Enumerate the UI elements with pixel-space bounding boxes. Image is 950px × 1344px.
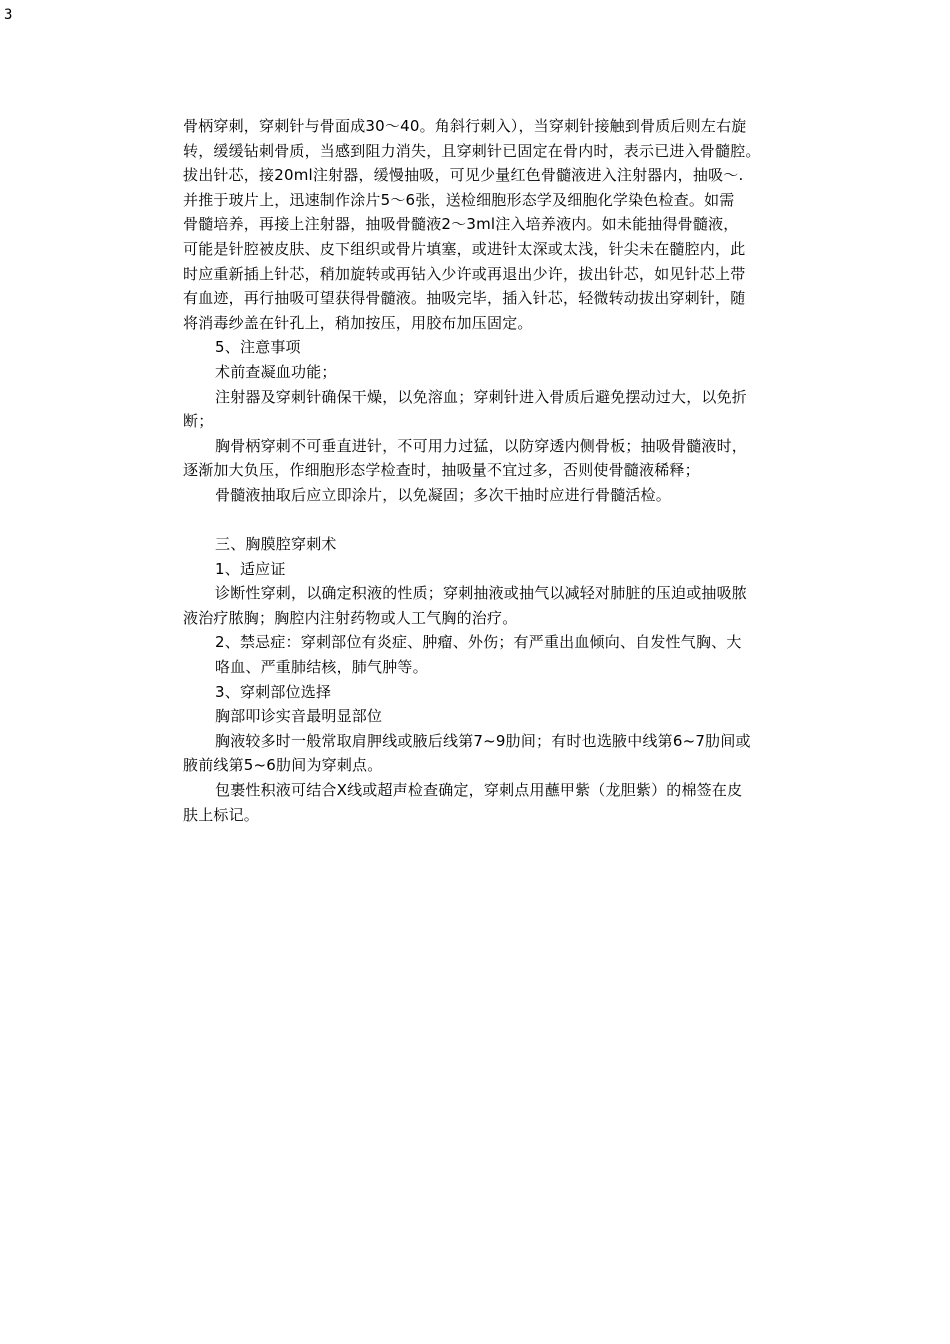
text-line: 胸部叩诊实音最明显部位 xyxy=(215,707,383,726)
text-line: 三、胸膜腔穿刺术 xyxy=(215,535,337,554)
text-line: 有血迹，再行抽吸可望获得骨髓液。抽吸完毕，插入针芯，轻微转动拔出穿刺针，随 xyxy=(183,289,746,308)
text-line: 液治疗脓胸；胸腔内注射药物或人工气胸的治疗。 xyxy=(183,608,518,627)
document-body xyxy=(183,114,823,827)
text-line: 将消毒纱盖在针孔上，稍加按压，用胶布加压固定。 xyxy=(183,313,533,332)
text-line: 咯血、严重肺结核，肺气肿等。 xyxy=(215,658,428,677)
text-line: 2、禁忌症：穿刺部位有炎症、肿瘤、外伤；有严重出血倾向、自发性气胸、大 xyxy=(215,633,742,652)
text-line: 包裹性积液可结合X线或超声检查确定，穿刺点用蘸甲紫（龙胆紫）的棉签在皮 xyxy=(215,781,743,800)
text-line: 肤上标记。 xyxy=(183,805,260,824)
text-line: 诊断性穿刺，以确定积液的性质；穿刺抽液或抽气以减轻对肺脏的压迫或抽吸脓 xyxy=(215,584,748,603)
text-line: 腋前线第5~6肋间为穿刺点。 xyxy=(183,756,383,775)
text-line: 骨髓培养，再接上注射器，抽吸骨髓液2～3ml注入培养液内。如未能抽得骨髓液， xyxy=(183,215,739,234)
text-line: 注射器及穿刺针确保干燥，以免溶血；穿刺针进入骨质后避免摆动过大，以免折 xyxy=(215,387,748,406)
text-line: 逐渐加大负压，作细胞形态学检查时，抽吸量不宜过多，否则使骨髓液稀释； xyxy=(183,461,700,480)
text-line: 骨髓液抽取后应立即涂片，以免凝固；多次干抽时应进行骨髓活检。 xyxy=(215,485,672,504)
blank-line xyxy=(183,508,823,533)
text-line: 断； xyxy=(183,412,214,431)
text-line: 3、穿刺部位选择 xyxy=(215,682,332,701)
text-line: 胸液较多时一般常取肩胛线或腋后线第7~9肋间；有时也选腋中线第6~7肋间或 xyxy=(215,731,751,750)
text-line: 骨柄穿刺，穿刺针与骨面成30～40。角斜行刺入），当穿刺针接触到骨质后则左右旋 xyxy=(183,117,747,135)
text-line: 时应重新插上针芯，稍加旋转或再钻入少许或再退出少许，拔出针芯，如见针芯上带 xyxy=(183,264,746,283)
text-line: 并推于玻片上，迅速制作涂片5～6张，送检细胞形态学及细胞化学染色检查。如需 xyxy=(183,190,735,209)
text-line: 术前查凝血功能； xyxy=(215,362,337,381)
text-line: 胸骨柄穿刺不可垂直进针，不可用力过猛，以防穿透内侧骨板；抽吸骨髓液时， xyxy=(215,436,748,455)
text-line: 1、适应证 xyxy=(215,559,286,578)
text-line: 5、注意事项 xyxy=(215,338,301,357)
text-line: 可能是针腔被皮肤、皮下组织或骨片填塞，或进针太深或太浅，针尖未在髓腔内，此 xyxy=(183,239,746,258)
text-line: 拔出针芯，接20ml注射器，缓慢抽吸，可见少量红色骨髓液进入注射器内，抽吸～. xyxy=(183,166,744,185)
text-line: 转，缓缓钻刺骨质，当感到阻力消失，且穿刺针已固定在骨内时，表示已进入骨髓腔。 xyxy=(183,141,761,160)
page-number: 3 xyxy=(4,7,13,23)
